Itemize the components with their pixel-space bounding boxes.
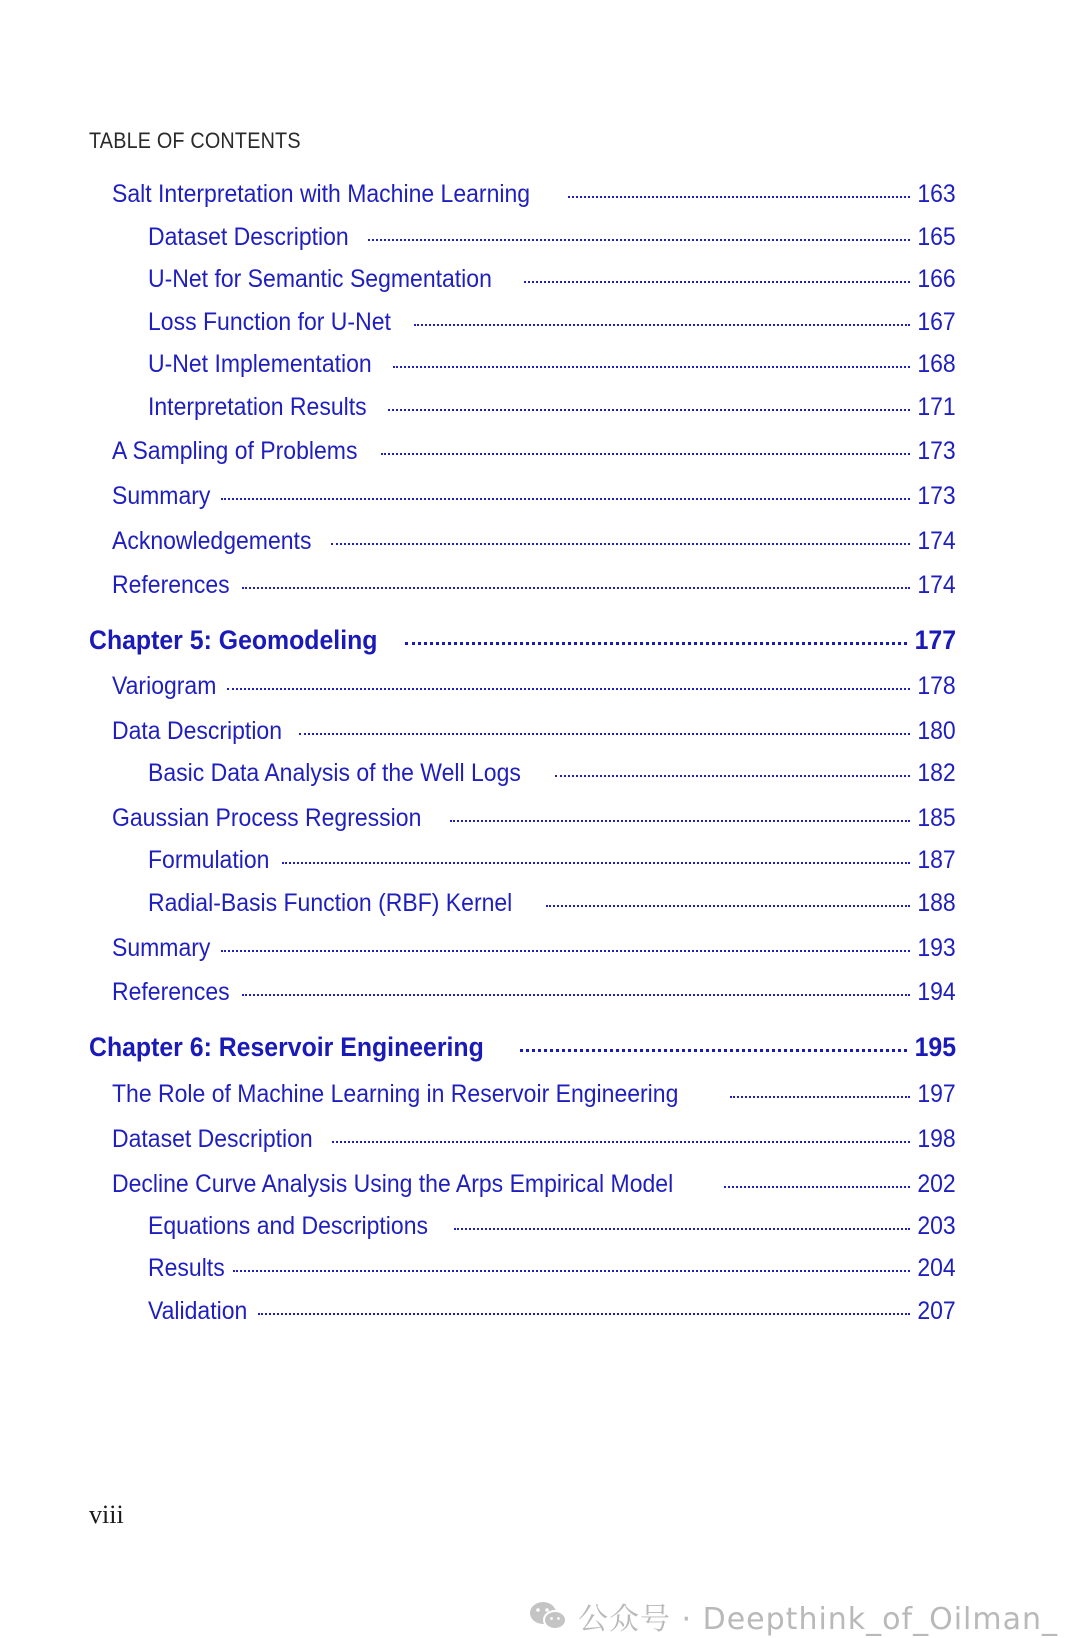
dot-leader — [405, 641, 907, 645]
toc-entry-page-number: 194 — [917, 978, 956, 1006]
toc-entry-page-number: 204 — [917, 1254, 956, 1282]
dot-leader — [242, 586, 910, 589]
toc-entry-page-number: 165 — [917, 223, 956, 251]
toc-entry-page-number: 167 — [917, 308, 956, 336]
toc-entry-title: The Role of Machine Learning in Reservoir Engineering — [112, 1080, 679, 1108]
toc-entry-page-number: 198 — [917, 1125, 956, 1153]
toc-entry[interactable] — [112, 934, 956, 963]
toc-entry-title: References — [112, 978, 230, 1006]
toc-entry-title: Results — [148, 1254, 225, 1282]
toc-entry-title: U-Net for Semantic Segmentation — [148, 265, 492, 293]
toc-chapter-entry[interactable] — [89, 625, 956, 656]
toc-entry-page-number: 195 — [914, 1032, 956, 1062]
toc-entry[interactable] — [112, 672, 956, 701]
watermark-text: 公众号 · Deepthink_of_Oilman_ — [578, 1602, 1058, 1637]
dot-leader — [388, 408, 911, 411]
dot-leader — [258, 1312, 910, 1315]
toc-chapter-entry[interactable] — [89, 1032, 956, 1063]
toc-entry-title: References — [112, 571, 230, 599]
toc-entry[interactable] — [112, 978, 956, 1007]
dot-leader — [568, 195, 910, 198]
toc-entry-page-number: 168 — [917, 350, 956, 378]
toc-entry-title: Radial-Basis Function (RBF) Kernel — [148, 889, 513, 917]
dot-leader — [555, 774, 910, 777]
toc-entry[interactable] — [148, 350, 956, 379]
toc-entry-page-number: 163 — [917, 180, 956, 208]
toc-entry-title: Summary — [112, 482, 211, 510]
toc-entry-page-number: 182 — [917, 759, 956, 787]
wechat-icon — [528, 1600, 568, 1632]
toc-entry-page-number: 177 — [914, 625, 956, 655]
dot-leader — [368, 238, 910, 241]
toc-entry[interactable] — [148, 759, 956, 788]
toc-entry[interactable] — [112, 482, 956, 511]
dot-leader — [381, 452, 910, 455]
dot-leader — [524, 280, 911, 283]
toc-entry[interactable] — [148, 223, 956, 252]
toc-entry-title: Formulation — [148, 846, 270, 874]
toc-entry-page-number: 180 — [917, 717, 956, 745]
watermark — [528, 1594, 1058, 1638]
dot-leader — [331, 542, 910, 545]
toc-entry-title: Variogram — [112, 672, 217, 700]
dot-leader — [332, 1140, 910, 1143]
toc-entry-page-number: 197 — [917, 1080, 956, 1108]
toc-entry-title: Validation — [148, 1297, 248, 1325]
toc-entry[interactable] — [112, 717, 956, 746]
dot-leader — [299, 732, 910, 735]
toc-entry[interactable] — [112, 1080, 956, 1109]
toc-entry-title: Summary — [112, 934, 211, 962]
toc-entry-title: Chapter 5: Geomodeling — [89, 625, 378, 655]
toc-entry[interactable] — [112, 437, 956, 466]
toc-entry-page-number: 207 — [917, 1297, 956, 1325]
toc-entry-page-number: 202 — [917, 1170, 956, 1198]
toc-entry-title: Dataset Description — [148, 223, 349, 251]
toc-entry-page-number: 174 — [917, 527, 956, 555]
toc-entry[interactable] — [112, 804, 956, 833]
toc-entry-title: Decline Curve Analysis Using the Arps Empirical Model — [112, 1170, 674, 1198]
dot-leader — [282, 861, 910, 864]
toc-entry[interactable] — [112, 180, 956, 209]
running-head: TABLE OF CONTENTS — [89, 128, 301, 153]
toc-entry[interactable] — [112, 527, 956, 556]
toc-entry-page-number: 185 — [917, 804, 956, 832]
toc-entry-title: Data Description — [112, 717, 283, 745]
dot-leader — [233, 1269, 910, 1272]
dot-leader — [546, 904, 910, 907]
toc-entry-page-number: 174 — [917, 571, 956, 599]
toc-entry[interactable] — [148, 1254, 956, 1283]
toc-entry-page-number: 173 — [917, 482, 956, 510]
toc-entry[interactable] — [112, 1125, 956, 1154]
toc-entry-page-number: 203 — [917, 1212, 956, 1240]
dot-leader — [724, 1185, 910, 1188]
dot-leader — [242, 993, 910, 996]
toc-entry[interactable] — [112, 1170, 956, 1199]
toc-entry-title: Loss Function for U-Net — [148, 308, 391, 336]
page-number: viii — [89, 1500, 124, 1529]
toc-entry-title: Dataset Description — [112, 1125, 313, 1153]
dot-leader — [414, 323, 910, 326]
toc-entry-title: Equations and Descriptions — [148, 1212, 429, 1240]
toc-entry-title: Interpretation Results — [148, 393, 367, 421]
toc-entry-page-number: 193 — [917, 934, 956, 962]
toc-entry-page-number: 173 — [917, 437, 956, 465]
toc-entry[interactable] — [148, 308, 956, 337]
dot-leader — [221, 497, 910, 500]
toc-entry-title: A Sampling of Problems — [112, 437, 358, 465]
toc-entry-page-number: 171 — [917, 393, 956, 421]
dot-leader — [221, 949, 910, 952]
toc-entry-page-number: 188 — [917, 889, 956, 917]
toc-entry-page-number: 166 — [917, 265, 956, 293]
toc-entry[interactable] — [148, 1297, 956, 1326]
toc-entry-title: Gaussian Process Regression — [112, 804, 422, 832]
dot-leader — [450, 819, 910, 822]
toc-entry[interactable] — [148, 846, 956, 875]
dot-leader — [393, 365, 910, 368]
toc-entry-title: Basic Data Analysis of the Well Logs — [148, 759, 521, 787]
dot-leader — [454, 1227, 910, 1230]
toc-entry-title: Acknowledgements — [112, 527, 312, 555]
toc-entry-title: U-Net Implementation — [148, 350, 372, 378]
toc-entry[interactable] — [148, 889, 956, 918]
toc-entry-page-number: 187 — [917, 846, 956, 874]
toc-entry-title: Chapter 6: Reservoir Engineering — [89, 1032, 484, 1062]
dot-leader — [520, 1048, 907, 1052]
dot-leader — [227, 687, 910, 690]
dot-leader — [730, 1095, 911, 1098]
toc-entry[interactable] — [148, 1212, 956, 1241]
toc-entry[interactable] — [148, 265, 956, 294]
toc-entry[interactable] — [148, 393, 956, 422]
toc-entry[interactable] — [112, 571, 956, 600]
toc-entry-title: Salt Interpretation with Machine Learning — [112, 180, 531, 208]
toc-entry-page-number: 178 — [917, 672, 956, 700]
